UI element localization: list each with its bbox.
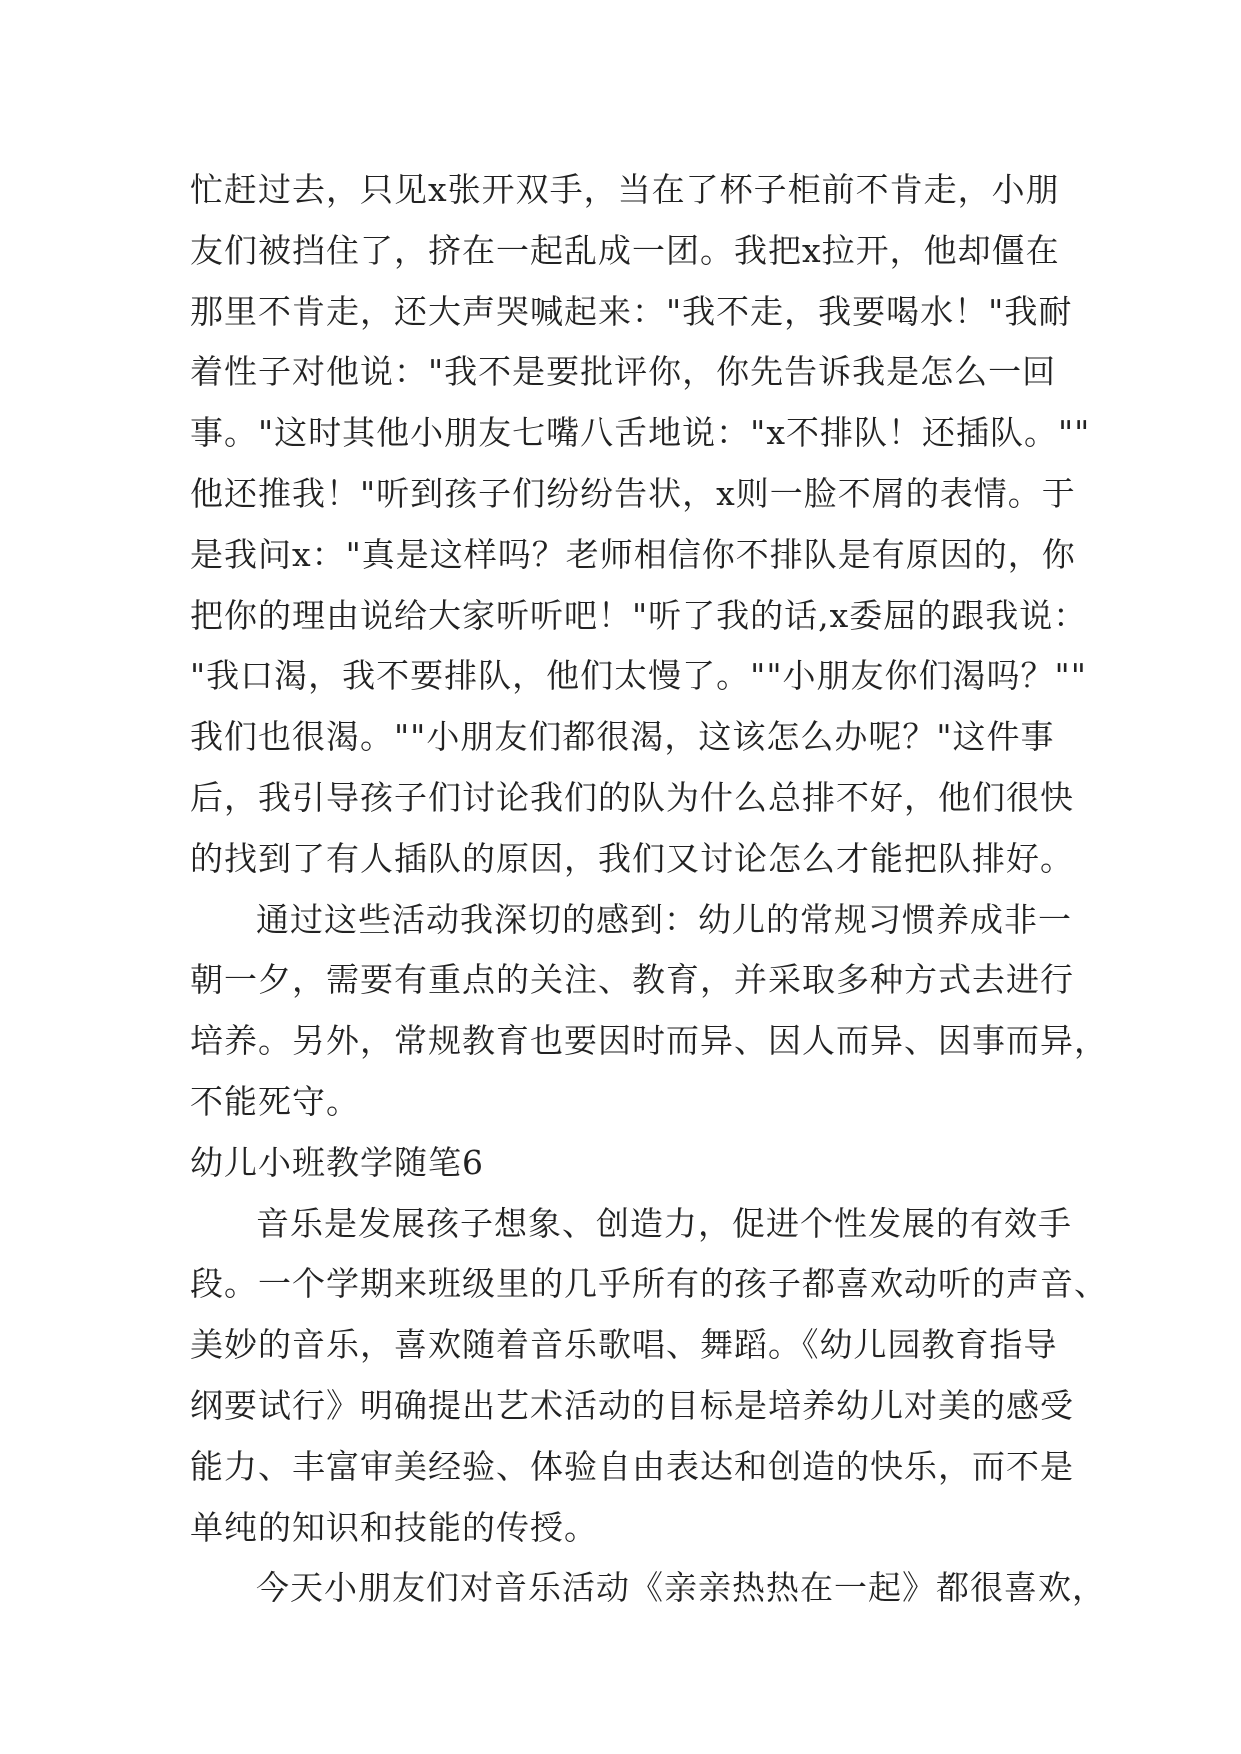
text-line: 的找到了有人插队的原因，我们又讨论怎么才能把队排好。 <box>190 838 1074 878</box>
text-line: 培养。另外，常规教育也要因时而异、因人而异、因事而异， <box>190 1021 1108 1061</box>
text-line: 着性子对他说："我不是要批评你，你先告诉我是怎么一回 <box>190 352 1057 392</box>
text-line: 忙赶过去，只见x张开双手，当在了杯子柜前不肯走，小朋 <box>190 170 1060 209</box>
section-heading: 幼儿小班教学随笔6 <box>190 1142 484 1182</box>
text-line: "我口渴，我不要排队，他们太慢了。""小朋友你们渴吗？"" <box>190 656 1087 696</box>
text-line: 段。一个学期来班级里的几乎所有的孩子都喜欢动听的声音、 <box>190 1264 1108 1304</box>
document-body <box>190 160 1108 1619</box>
text-line: 他还推我！"听到孩子们纷纷告状，x则一脸不屑的表情。于 <box>190 473 1076 513</box>
paragraph-start-line: 今天小朋友们对音乐活动《亲亲热热在一起》都很喜欢， <box>256 1568 1106 1608</box>
text-line: 那里不肯走，还大声哭喊起来："我不走，我要喝水！"我耐 <box>190 291 1073 331</box>
paragraph-start-line: 音乐是发展孩子想象、创造力，促进个性发展的有效手 <box>256 1203 1072 1243</box>
text-line: 单纯的知识和技能的传授。 <box>190 1507 598 1547</box>
text-line: 事。"这时其他小朋友七嘴八舌地说："x不排队！还插队。"" <box>190 413 1091 453</box>
text-line: 纲要试行》明确提出艺术活动的目标是培养幼儿对美的感受 <box>190 1385 1074 1425</box>
text-line: 是我问x："真是这样吗？老师相信你不排队是有原因的，你 <box>190 534 1076 574</box>
paragraph-start-line: 通过这些活动我深切的感到：幼儿的常规习惯养成非一 <box>256 899 1072 939</box>
text-line: 友们被挡住了，挤在一起乱成一团。我把x拉开，他却僵在 <box>190 230 1060 270</box>
text-line: 美妙的音乐，喜欢随着音乐歌唱、舞蹈。《幼儿园教育指导 <box>190 1325 1058 1365</box>
text-line: 我们也很渴。""小朋友们都很渴，这该怎么办呢？"这件事 <box>190 717 1055 757</box>
text-line: 不能死守。 <box>190 1081 360 1121</box>
text-line: 能力、丰富审美经验、体验自由表达和创造的快乐，而不是 <box>190 1446 1074 1486</box>
text-line: 后，我引导孩子们讨论我们的队为什么总排不好，他们很快 <box>190 777 1074 817</box>
text-line: 把你的理由说给大家听听吧！"听了我的话,x委屈的跟我说： <box>190 595 1088 635</box>
text-line: 朝一夕，需要有重点的关注、教育，并采取多种方式去进行 <box>190 960 1074 1000</box>
